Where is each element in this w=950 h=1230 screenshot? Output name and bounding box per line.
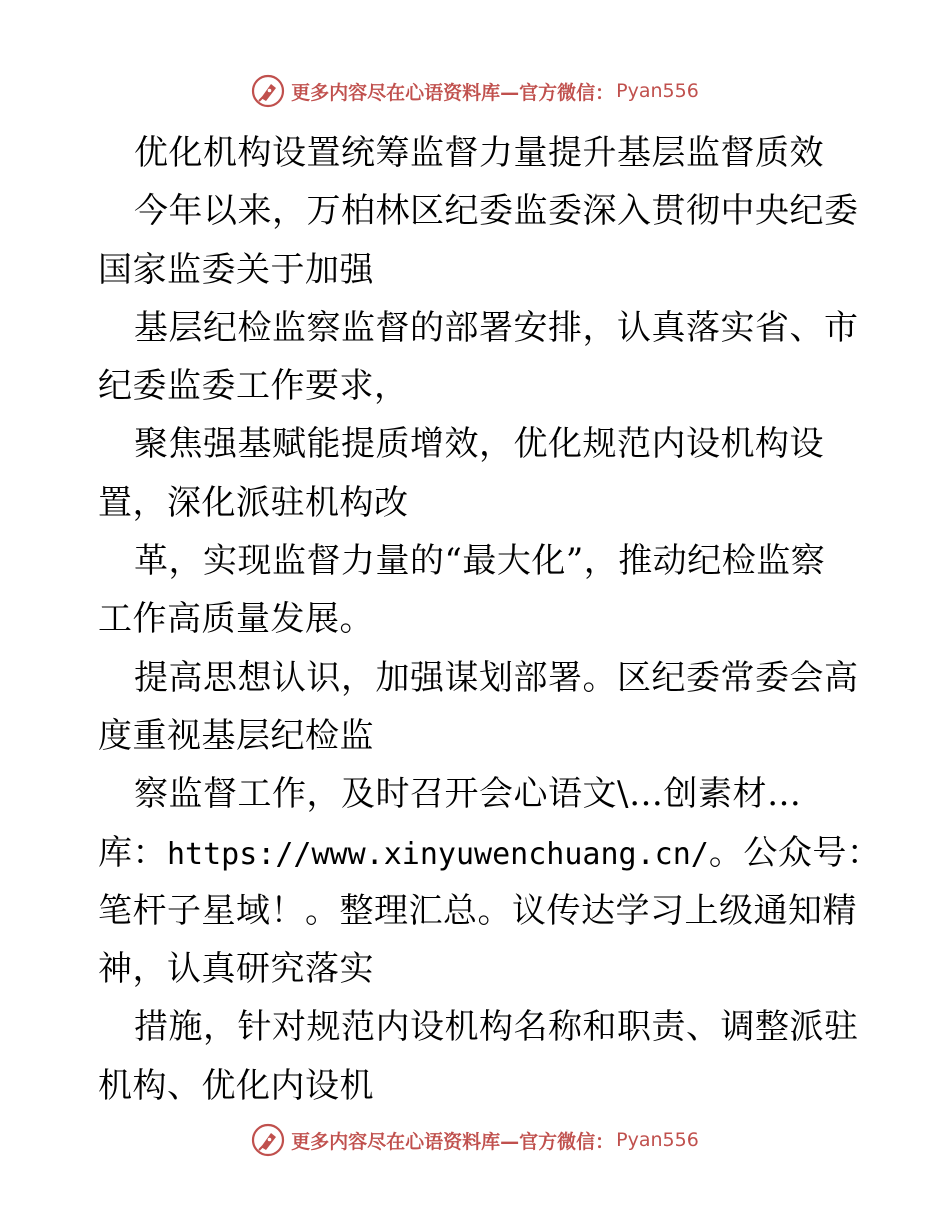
- watermark-wechat-id: Pyan556: [616, 80, 699, 102]
- paragraph-line: 基层纪检监察监督的部署安排，认真落实省、市: [134, 307, 859, 348]
- paragraph-line: 革，实现监督力量的“最大化”，推动纪检监察: [134, 541, 826, 582]
- document-title: 优化机构设置统筹监督力量提升基层监督质效: [134, 133, 824, 173]
- watermark-wechat-id: Pyan556: [616, 1129, 699, 1151]
- watermark-text: 更多内容尽在心语资料库—官方微信：: [291, 1130, 615, 1153]
- paragraph-line: 察监督工作，及时召开会心语文\…创素材…: [134, 774, 802, 815]
- paragraph-line: 提高思想认识，加强谋划部署。区纪委常委会高: [134, 657, 859, 698]
- paragraph-line: 置，深化派驻机构改: [98, 482, 409, 523]
- pen-nib-logo-icon: [251, 74, 285, 108]
- paragraph-line: 聚焦强基赋能提质增效，优化规范内设机构设: [134, 424, 824, 465]
- paragraph-line: 工作高质量发展。: [98, 599, 374, 640]
- paragraph-line: 机构、优化内设机: [98, 1065, 374, 1106]
- header-watermark: [0, 71, 950, 111]
- paragraph-line: 今年以来，万柏林区纪委监委深入贯彻中央纪委: [134, 191, 859, 232]
- paragraph-line: 国家监委关于加强: [98, 249, 374, 290]
- paragraph-line: 纪委监委工作要求，: [98, 366, 409, 407]
- paragraph-line: 神，认真研究落实: [98, 949, 374, 990]
- paragraph-line: 笔杆子星域！。整理汇总。议传达学习上级通知精: [98, 890, 857, 931]
- url-suffix: 。公众号：: [708, 832, 882, 873]
- url-prefix: 库：: [98, 832, 167, 873]
- watermark-text: 更多内容尽在心语资料库—官方微信：: [291, 81, 615, 104]
- paragraph-line: 度重视基层纪检监: [98, 715, 374, 756]
- website-link[interactable]: https://www.xinyuwenchuang.cn/: [167, 836, 709, 872]
- pen-nib-logo-icon: [251, 1123, 285, 1157]
- document-body: [98, 124, 882, 1115]
- footer-watermark: [0, 1120, 950, 1160]
- paragraph-line-with-url: [98, 824, 882, 882]
- paragraph-line: 措施，针对规范内设机构名称和职责、调整派驻: [134, 1007, 859, 1048]
